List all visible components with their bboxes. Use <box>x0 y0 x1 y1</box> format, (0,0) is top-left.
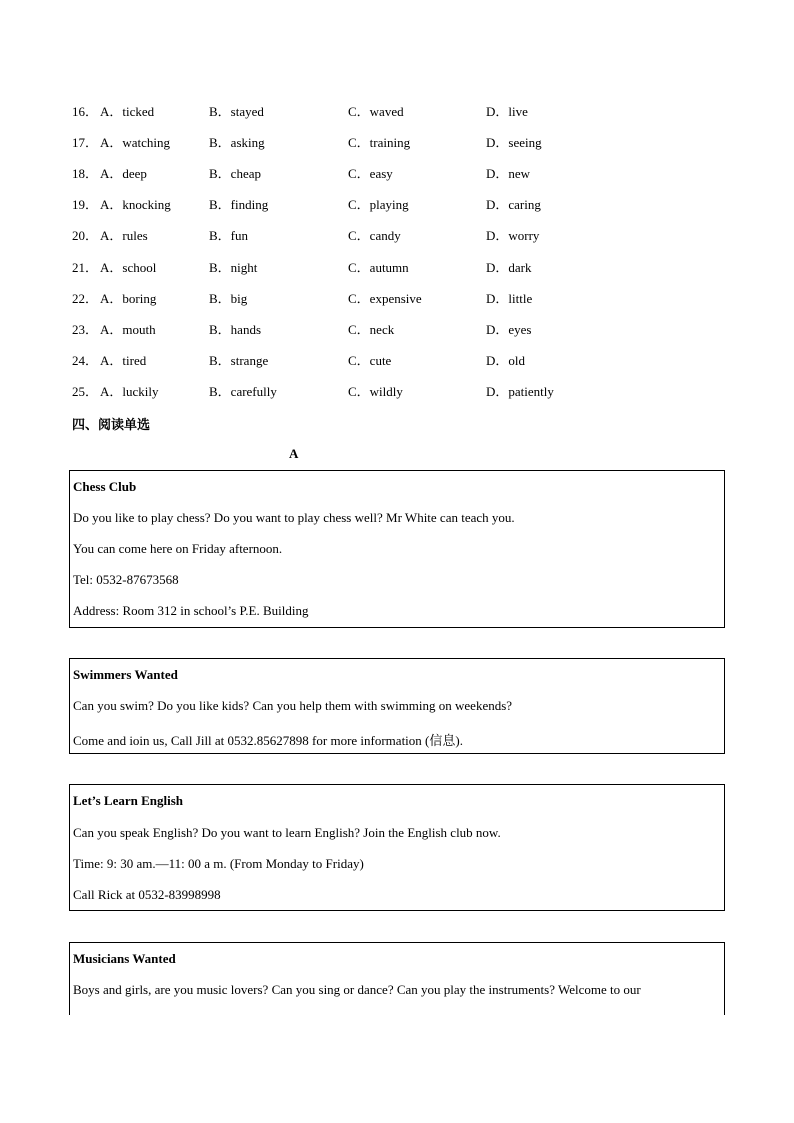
question-number: 25． <box>72 384 99 399</box>
question-number: 22． <box>72 291 99 306</box>
option-d: D．old <box>486 353 526 368</box>
ad-line: Address: Room 312 in school’s P.E. Building <box>73 603 309 618</box>
option-a: A．rules <box>100 228 148 243</box>
ad-line: Can you speak English? Do you want to learn English? Join the English club now. <box>73 825 501 840</box>
option-c: C．autumn <box>348 260 409 275</box>
ad-line: Time: 9: 30 am.—11: 00 a m. (From Monday to Friday) <box>73 856 364 871</box>
option-a: A．watching <box>100 135 171 150</box>
question-number: 23． <box>72 322 99 337</box>
option-b: B．finding <box>209 197 269 212</box>
question-number: 16． <box>72 104 99 119</box>
question-number: 19． <box>72 197 99 212</box>
ad-box-learn-english <box>69 784 725 911</box>
option-b: B．carefully <box>209 384 277 399</box>
ad-line: Boys and girls, are you music lovers? Can you sing or dance? Can you play the instruments? Welcome to our <box>73 982 641 997</box>
ad-box-musicians-wanted <box>69 942 725 1015</box>
option-c: C．expensive <box>348 291 422 306</box>
option-d: D．seeing <box>486 135 542 150</box>
option-a: A．mouth <box>100 322 156 337</box>
section-title: 四、阅读单选 <box>72 418 151 433</box>
question-number: 24． <box>72 353 99 368</box>
passage-label: A <box>289 446 299 461</box>
option-c: C．waved <box>348 104 404 119</box>
option-b: B．big <box>209 291 248 306</box>
option-c: C．training <box>348 135 411 150</box>
option-c: C．playing <box>348 197 409 212</box>
option-c: C．cute <box>348 353 392 368</box>
option-d: D．caring <box>486 197 541 212</box>
option-c: C．easy <box>348 166 393 181</box>
option-b: B．stayed <box>209 104 264 119</box>
question-number: 21． <box>72 260 99 275</box>
option-a: A．knocking <box>100 197 171 212</box>
option-a: A．ticked <box>100 104 155 119</box>
option-a: A．boring <box>100 291 157 306</box>
ad-title: Musicians Wanted <box>73 951 176 966</box>
ad-title: Let’s Learn English <box>73 793 184 808</box>
option-a: A．luckily <box>100 384 159 399</box>
option-b: B．night <box>209 260 258 275</box>
ad-title: Chess Club <box>73 479 137 494</box>
option-c: C．neck <box>348 322 395 337</box>
option-c: C．candy <box>348 228 401 243</box>
option-d: D．live <box>486 104 528 119</box>
ad-box-swimmers-wanted <box>69 658 725 754</box>
option-d: D．little <box>486 291 533 306</box>
question-number: 17． <box>72 135 99 150</box>
ad-line: Can you swim? Do you like kids? Can you help them with swimming on weekends? <box>73 698 513 713</box>
option-b: B．hands <box>209 322 262 337</box>
option-c: C．wildly <box>348 384 403 399</box>
ad-line: You can come here on Friday afternoon. <box>73 541 283 556</box>
option-d: D．dark <box>486 260 532 275</box>
option-a: A．school <box>100 260 157 275</box>
option-b: B．cheap <box>209 166 261 181</box>
ad-line: Call Rick at 0532-83998998 <box>73 887 221 902</box>
option-b: B．strange <box>209 353 269 368</box>
ad-title: Swimmers Wanted <box>73 667 178 682</box>
ad-line: Tel: 0532-87673568 <box>73 572 179 587</box>
question-number: 20． <box>72 228 99 243</box>
option-a: A．tired <box>100 353 147 368</box>
option-a: A．deep <box>100 166 147 181</box>
option-d: D．worry <box>486 228 540 243</box>
ad-box-chess-club <box>69 470 725 628</box>
option-d: D．eyes <box>486 322 532 337</box>
ad-line: Come and ioin us, Call Jill at 0532.85627898 for more information (信息). <box>73 733 463 748</box>
option-b: B．fun <box>209 228 249 243</box>
option-d: D．new <box>486 166 531 181</box>
option-b: B．asking <box>209 135 265 150</box>
ad-line: Do you like to play chess? Do you want to play chess well? Mr White can teach you. <box>73 510 515 525</box>
question-number: 18． <box>72 166 99 181</box>
option-d: D．patiently <box>486 384 554 399</box>
